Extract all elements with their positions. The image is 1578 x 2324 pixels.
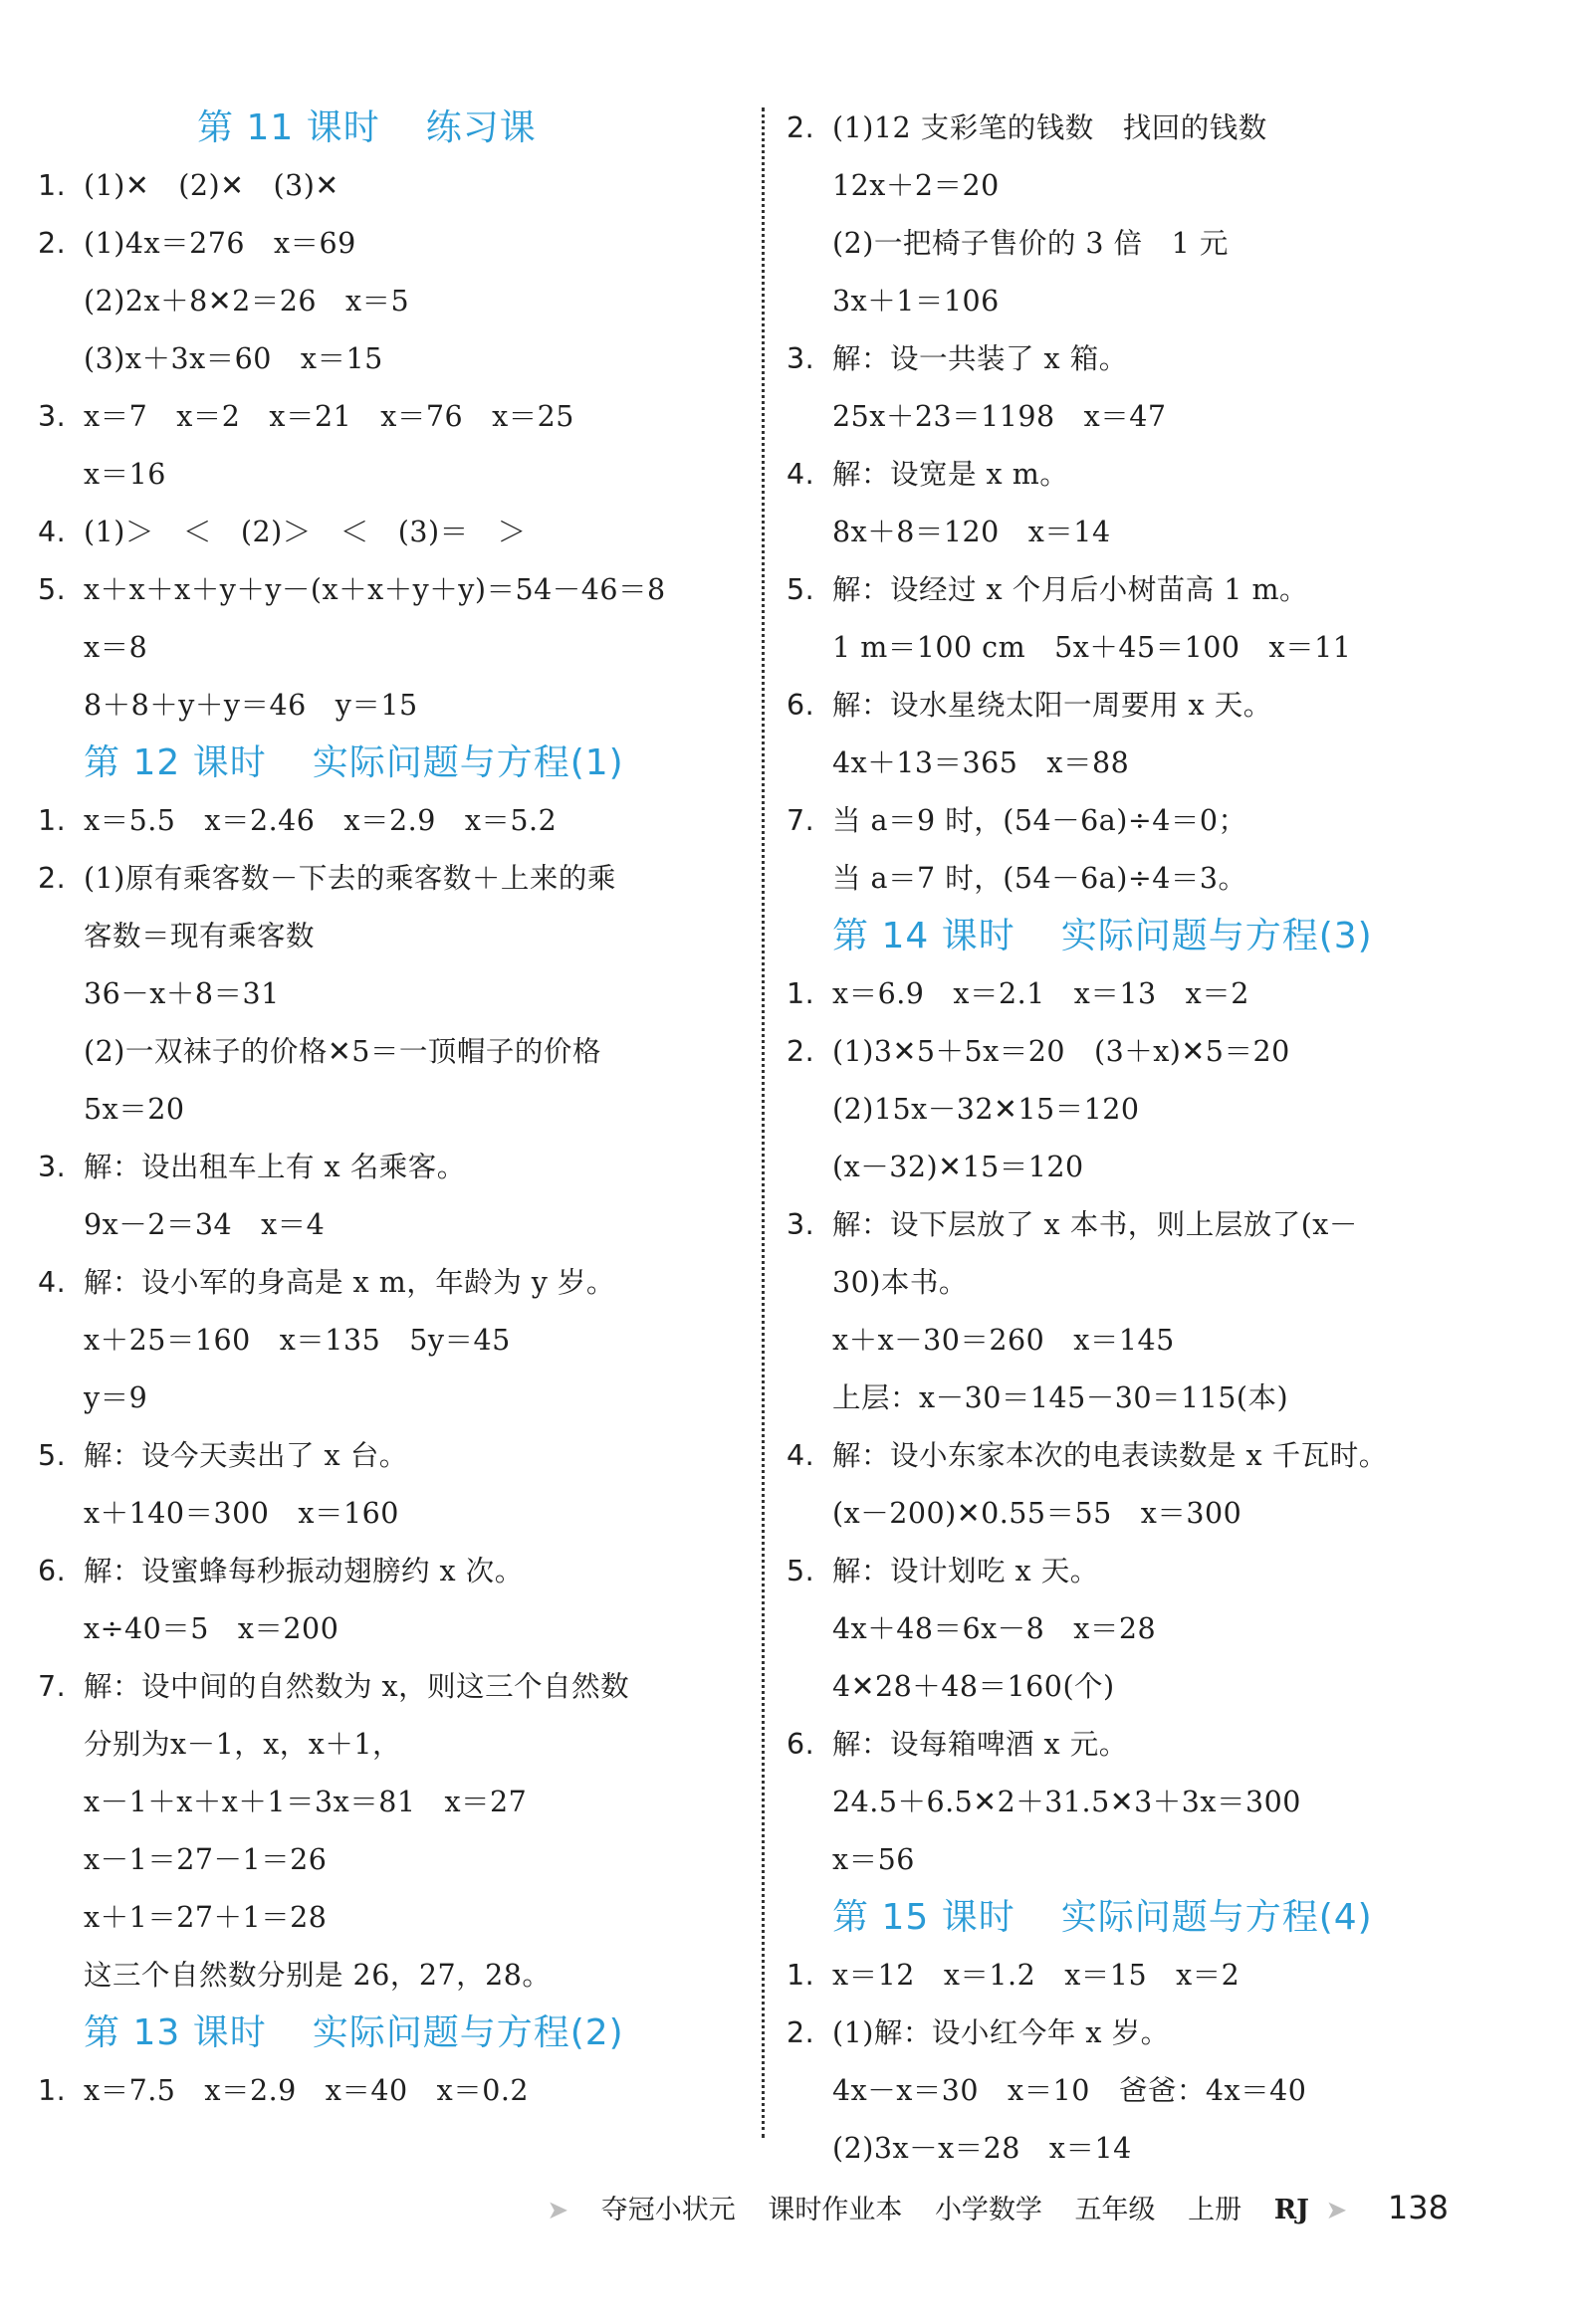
answer-text: 客数＝现有乘客数 [84,920,316,952]
lesson-title: 实际问题与方程(3) [1060,916,1373,956]
question-number: 4. [787,1439,815,1472]
question-number: 7. [787,804,815,837]
answer-text: (2)15x－32✕15＝120 [832,1093,1140,1126]
answer-line [787,792,1503,850]
answer-text: (2)2x＋8✕2＝26 x＝5 [84,285,410,317]
answer-text: 解：设出租车上有 x 名乘客。 [84,1151,466,1183]
answer-text: x＝16 [84,458,166,491]
right-column [787,100,1503,2178]
column-divider [762,107,765,2138]
left-column [38,100,735,2120]
answer-line [38,1023,735,1081]
question-number: 1. [787,977,815,1010]
question-number: 3. [38,400,67,433]
answer-line [787,735,1503,792]
question-number: 1. [38,2074,67,2107]
answer-line [787,504,1503,561]
answer-text: 4x－x＝30 x＝10 爸爸：4x＝40 [832,2074,1307,2107]
answer-text: x－1＋x＋x＋1＝3x＝81 x＝27 [84,1786,528,1818]
answer-text: y＝9 [84,1381,148,1414]
answer-text: 4✕28＋48＝160(个) [832,1670,1115,1703]
answer-line [787,561,1503,619]
answer-text: 36－x＋8＝31 [84,977,280,1010]
answer-text: (1)12 支彩笔的钱数 找回的钱数 [832,111,1267,144]
answer-text: 解：设今天卖出了 x 台。 [84,1439,408,1472]
answer-text: x＋1＝27＋1＝28 [84,1901,328,1934]
answer-text: 解：设一共装了 x 箱。 [832,342,1128,375]
answer-line [38,1485,735,1543]
question-number: 5. [38,573,67,606]
answer-line [787,965,1503,1023]
answer-line [38,908,735,965]
answer-text: 9x－2＝34 x＝4 [84,1208,326,1241]
answer-text: x＝56 [832,1843,915,1876]
answer-text: 分别为x－1，x，x＋1， [84,1728,401,1761]
lesson-label: 第 15 课时 [832,1897,1015,1938]
answer-text: 上层：x－30＝145－30＝115(本) [832,1381,1289,1414]
arrow-icon: ➤ [1325,2196,1348,2225]
answer-line [38,1427,735,1485]
answer-line [38,388,735,446]
answer-text: x＝7.5 x＝2.9 x＝40 x＝0.2 [84,2074,530,2107]
lesson-label: 第 14 课时 [832,916,1015,956]
question-number: 6. [38,1555,67,1587]
lesson-title: 练习课 [425,107,537,148]
answer-text: 解：设中间的自然数为 x，则这三个自然数 [84,1670,630,1703]
answer-line [787,1716,1503,1774]
answer-text: 5x＝20 [84,1093,185,1126]
answer-line [787,2062,1503,2120]
answer-line [787,1427,1503,1485]
question-number: 1. [38,169,67,202]
answer-text: x－1＝27－1＝26 [84,1843,328,1876]
answer-text: 4x＋13＝365 x＝88 [832,746,1130,779]
answer-line [38,1658,735,1716]
answer-text: 解：设经过 x 个月后小树苗高 1 m。 [832,573,1308,606]
answer-line [787,1543,1503,1600]
answer-text: 这三个自然数分别是 26，27，28。 [84,1959,552,1992]
answer-text: (1)4x＝276 x＝69 [84,227,356,260]
answer-line [38,1312,735,1370]
answer-line [38,1716,735,1774]
answer-text: 当 a＝9 时，(54－6a)÷4＝0； [832,804,1247,837]
answer-line [38,504,735,561]
edition-label: RJ [1273,2195,1309,2225]
answer-line [38,330,735,388]
answer-line [38,1831,735,1889]
answer-text: x＋x－30＝260 x＝145 [832,1324,1175,1357]
answer-text: 12x＋2＝20 [832,169,1000,202]
question-number: 1. [38,804,67,837]
answer-line [38,1196,735,1254]
answer-line [38,1081,735,1139]
answer-text: 解：设小军的身高是 x m，年龄为 y 岁。 [84,1266,615,1299]
book-name: 课时作业本 [768,2195,903,2225]
answer-text: 4x＋48＝6x－8 x＝28 [832,1612,1157,1645]
answer-text: x＝7 x＝2 x＝21 x＝76 x＝25 [84,400,574,433]
answer-text: (2)一把椅子售价的 3 倍 1 元 [832,227,1229,260]
lesson-title: 实际问题与方程(1) [312,742,624,783]
answer-line [38,1889,735,1947]
answer-line [787,1658,1503,1716]
answer-text: (2)3x－x＝28 x＝14 [832,2132,1132,2165]
answer-text: x＝6.9 x＝2.1 x＝13 x＝2 [832,977,1249,1010]
answer-line [787,2120,1503,2178]
question-number: 3. [38,1151,67,1183]
answer-text: x＋140＝300 x＝160 [84,1497,399,1530]
answer-text: 1 m＝100 cm 5x＋45＝100 x＝11 [832,631,1352,664]
answer-text: (1)✕ (2)✕ (3)✕ [84,169,339,202]
answer-line [38,792,735,850]
answer-text: x＋x＋x＋y＋y－(x＋x＋y＋y)＝54－46＝8 [84,573,666,606]
answer-text: 解：设蜜蜂每秒振动翅膀约 x 次。 [84,1555,524,1587]
answer-line [38,1139,735,1196]
answer-text: 3x＋1＝106 [832,285,1000,317]
brand-name: 夺冠小状元 [600,2195,736,2225]
answer-line [787,1196,1503,1254]
answer-line [38,2062,735,2120]
answer-line [787,677,1503,735]
question-number: 5. [787,1555,815,1587]
answer-line [787,1312,1503,1370]
question-number: 3. [787,342,815,375]
answer-line [38,1600,735,1658]
answer-line [787,1254,1503,1312]
question-number: 2. [787,1035,815,1068]
answer-text: 解：设每箱啤酒 x 元。 [832,1728,1128,1761]
answer-text: x＝5.5 x＝2.46 x＝2.9 x＝5.2 [84,804,558,837]
question-number: 4. [787,458,815,491]
question-number: 6. [787,1728,815,1761]
answer-line [787,215,1503,273]
answer-line [787,619,1503,677]
answer-line [38,965,735,1023]
answer-text: (x－200)✕0.55＝55 x＝300 [832,1497,1242,1530]
answer-line [38,619,735,677]
answer-line [787,1139,1503,1196]
answer-text: (3)x＋3x＝60 x＝15 [84,342,383,375]
answer-line [787,1023,1503,1081]
answer-text: (x－32)✕15＝120 [832,1151,1084,1183]
question-number: 5. [787,573,815,606]
answer-line [787,388,1503,446]
answer-line [38,273,735,330]
answer-line [38,446,735,504]
answer-text: 24.5＋6.5✕2＋31.5✕3＋3x＝300 [832,1786,1301,1818]
section-heading [787,1889,1503,1947]
page-footer [547,2188,1449,2226]
answer-text: 8＋8＋y＋y＝46 y＝15 [84,689,418,722]
answer-line [787,2005,1503,2062]
answer-line [38,215,735,273]
question-number: 5. [38,1439,67,1472]
answer-text: (1)解：设小红今年 x 岁。 [832,2016,1170,2049]
section-heading [38,735,735,792]
answer-line [787,330,1503,388]
answer-text: (1)3✕5＋5x＝20 (3＋x)✕5＝20 [832,1035,1290,1068]
lesson-label: 第 11 课时 [197,107,380,148]
question-number: 2. [787,111,815,144]
answer-line [787,1485,1503,1543]
answer-line [787,1600,1503,1658]
subject-name: 小学数学 [934,2195,1042,2225]
volume-label: 上册 [1188,2195,1242,2225]
answer-line [787,157,1503,215]
answer-line [38,677,735,735]
answer-text: 解：设宽是 x m。 [832,458,1069,491]
answer-line [787,1947,1503,2005]
answer-line [787,100,1503,157]
answer-text: 解：设水星绕太阳一周要用 x 天。 [832,689,1272,722]
question-number: 3. [787,1208,815,1241]
answer-text: 8x＋8＝120 x＝14 [832,516,1111,548]
question-number: 4. [38,1266,67,1299]
lesson-title: 实际问题与方程(2) [312,2012,624,2053]
question-number: 1. [787,1959,815,1992]
answer-line [787,1370,1503,1427]
section-heading [38,2005,735,2062]
answer-line [787,1774,1503,1831]
answer-line [787,446,1503,504]
page-number: 138 [1387,2189,1449,2226]
answer-text: x＋25＝160 x＝135 5y＝45 [84,1324,511,1357]
answer-line [38,561,735,619]
question-number: 4. [38,516,67,548]
answer-line [787,1081,1503,1139]
answer-line [38,1947,735,2005]
lesson-label: 第 12 课时 [84,742,267,783]
answer-text: 解：设下层放了 x 本书，则上层放了(x－ [832,1208,1358,1241]
section-heading [38,100,735,157]
answer-text: 当 a＝7 时，(54－6a)÷4＝3。 [832,862,1247,895]
question-number: 2. [787,2016,815,2049]
grade-label: 五年级 [1074,2195,1156,2225]
lesson-label: 第 13 课时 [84,2012,267,2053]
arrow-icon: ➤ [547,2196,569,2225]
question-number: 6. [787,689,815,722]
lesson-title: 实际问题与方程(4) [1060,1897,1373,1938]
answer-text: (1)＞ ＜ (2)＞ ＜ (3)＝ ＞ [84,516,527,548]
answer-line [38,1774,735,1831]
answer-line [787,850,1503,908]
answer-line [787,1831,1503,1889]
section-heading [787,908,1503,965]
question-number: 2. [38,862,67,895]
answer-text: 25x＋23＝1198 x＝47 [832,400,1167,433]
answer-text: 解：设计划吃 x 天。 [832,1555,1099,1587]
answer-text: (1)原有乘客数－下去的乘客数＋上来的乘 [84,862,616,895]
question-number: 2. [38,227,67,260]
answer-text: 30)本书。 [832,1266,968,1299]
answer-text: x÷40＝5 x＝200 [84,1612,339,1645]
answer-line [787,273,1503,330]
answer-text: 解：设小东家本次的电表读数是 x 千瓦时。 [832,1439,1388,1472]
answer-line [38,850,735,908]
answer-line [38,1543,735,1600]
question-number: 7. [38,1670,67,1703]
answer-line [38,1254,735,1312]
answer-text: x＝8 [84,631,148,664]
answer-text: x＝12 x＝1.2 x＝15 x＝2 [832,1959,1240,1992]
answer-text: (2)一双袜子的价格✕5＝一顶帽子的价格 [84,1035,601,1068]
answer-line [38,1370,735,1427]
answer-line [38,157,735,215]
